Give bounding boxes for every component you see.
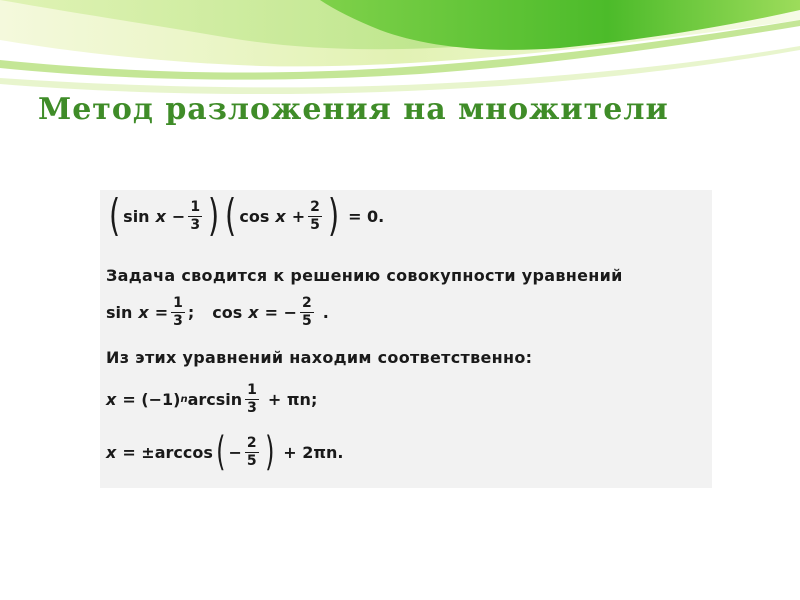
equation-product: ( sin x − $\frac{1}{3}$ ) ( cos x + $\frac{2}{5}$ ) = 0. (109, 190, 385, 241)
fraction: $\frac{2}{5}$ (246, 434, 257, 469)
math-content-panel (100, 190, 712, 488)
solution-arcsin: x = (−1) n arcsin $\frac{1}{3}$ + πn; (106, 382, 318, 416)
decorative-banner (0, 0, 800, 100)
fraction: $\frac{2}{5}$ (302, 295, 312, 329)
slide-title: Метод разложения на множители (38, 92, 669, 127)
solution-arccos: x = ±arccos ( − $\frac{2}{5}$ ) + 2πn. (106, 429, 344, 475)
fraction: $\frac{2}{5}$ (310, 198, 320, 233)
fraction: $\frac{1}{3}$ (190, 198, 201, 233)
explanation-text-1: Задача сводится к решению совокупности уравнений (106, 266, 623, 285)
fraction: $\frac{1}{3}$ (173, 295, 183, 329)
explanation-text-2: Из этих уравнений находим соответственно: (106, 348, 533, 367)
equation-system: sin x = $\frac{1}{3}$ ; cos x = − $\frac{2}{5}$ . (106, 295, 329, 329)
fraction: $\frac{1}{3}$ (247, 382, 257, 416)
